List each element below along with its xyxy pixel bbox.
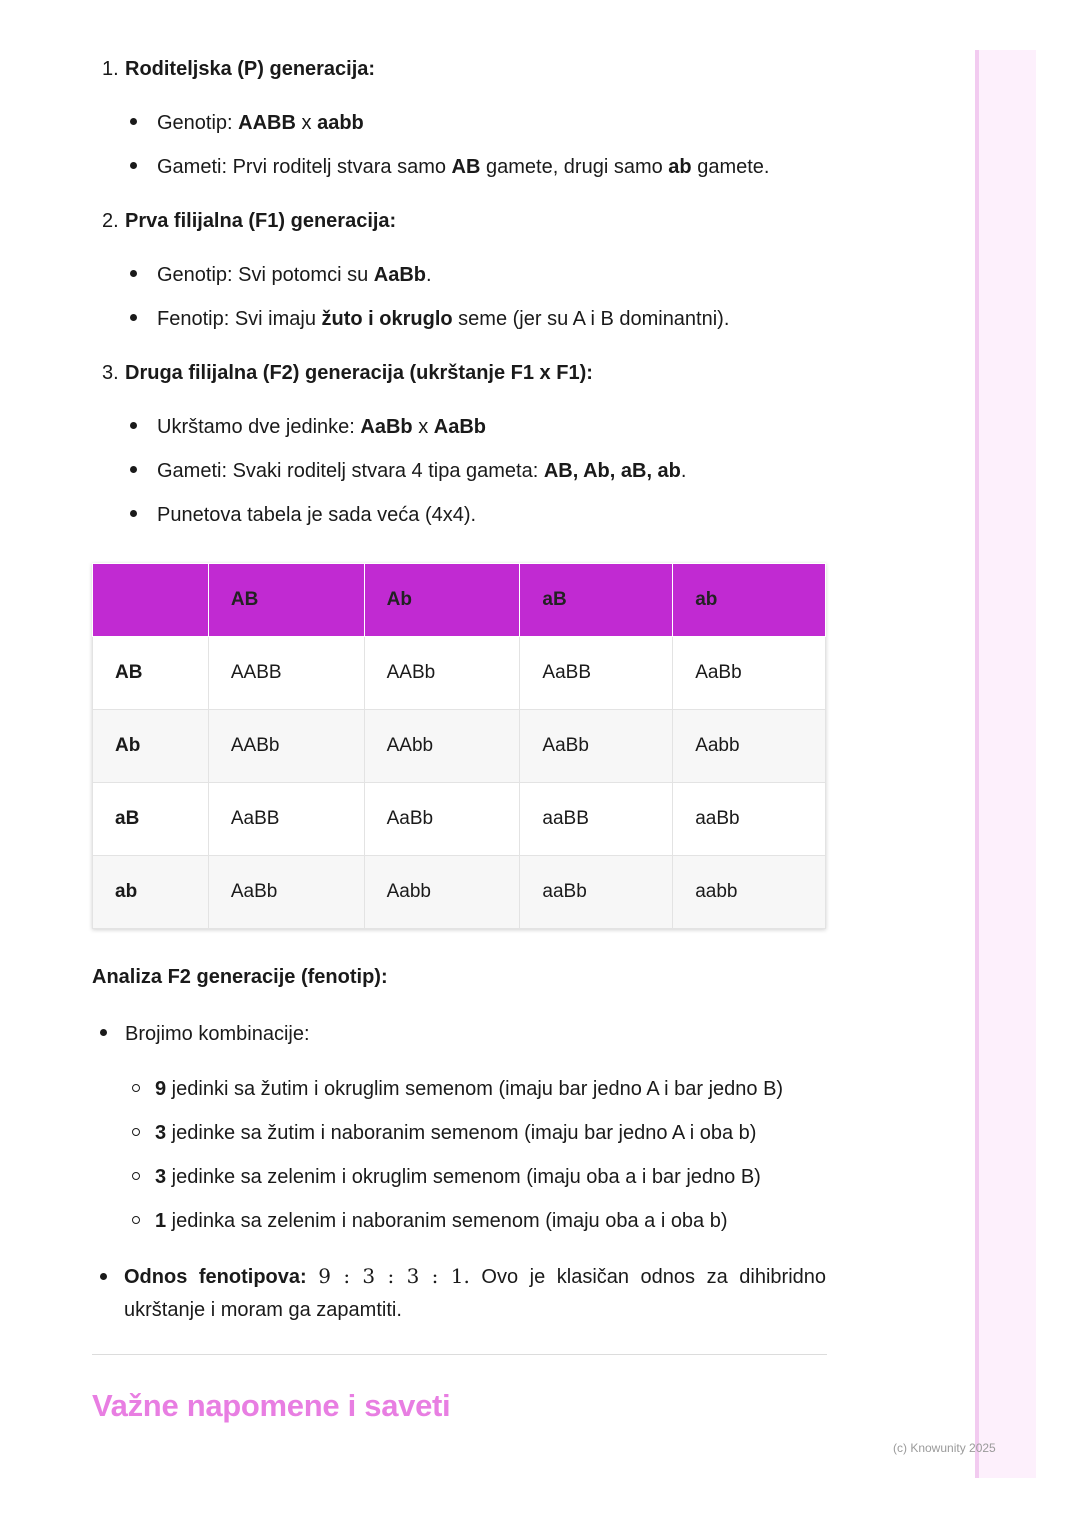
table-cell: aaBB xyxy=(520,783,673,856)
text-run: seme (jer su A i B dominantni). xyxy=(452,308,730,330)
row-header-cell: Ab xyxy=(93,710,209,783)
table-cell: AaBb xyxy=(208,856,364,929)
item-text: jedinka sa zelenim i naboranim semenom (imaju oba a i oba b) xyxy=(166,1210,728,1232)
table-row xyxy=(93,856,826,929)
table-cell: AABb xyxy=(364,637,520,710)
bullet-text xyxy=(157,504,476,526)
bullet-text: Brojimo kombinacije: xyxy=(125,1023,310,1045)
bullet-text xyxy=(157,308,729,330)
ratio-paragraph xyxy=(124,1260,826,1327)
count-value: 9 xyxy=(155,1078,167,1100)
bold-text: ab xyxy=(668,156,692,178)
item-text: jedinke sa žutim i naboranim semenom (imaju bar jedno A i oba b) xyxy=(166,1122,757,1144)
bold-text: žuto i okruglo xyxy=(321,308,453,330)
sub-list-item xyxy=(132,1075,783,1103)
page-sidebar-strip xyxy=(975,50,1036,1478)
row-header-cell: ab xyxy=(93,856,209,929)
ratio-text: Ovo je klasičan odnos za dihibridno ukrštanje i moram ga zapamtiti. xyxy=(124,1266,827,1321)
item-text: jedinki sa žutim i okruglim semenom (imaju bar jedno A i bar jedno B) xyxy=(166,1078,784,1100)
row-header-cell: AB xyxy=(93,637,209,710)
bullet-text xyxy=(157,156,769,178)
bullet-item xyxy=(130,457,686,485)
list-item-3 xyxy=(102,359,593,387)
circle-bullet-icon xyxy=(132,1084,140,1092)
text-run: . xyxy=(426,264,432,286)
text-run: . xyxy=(680,460,687,482)
ratio-value: 9 : 3 : 3 : 1. xyxy=(318,1264,470,1288)
bold-text: AB, Ab, aB, ab xyxy=(543,460,681,482)
text-run: Punetova tabela je sada veća (4x4). xyxy=(157,504,477,526)
table-header-row xyxy=(93,564,826,637)
analysis-heading: Analiza F2 generacije (fenotip): xyxy=(92,966,388,988)
bullet-dot-icon xyxy=(100,1029,107,1036)
bold-text: AaBb xyxy=(373,264,427,286)
table-cell: AAbb xyxy=(364,710,520,783)
bullet-dot-icon xyxy=(130,466,137,473)
table-cell: aaBb xyxy=(673,783,826,856)
table-header-cell: AB xyxy=(208,564,364,637)
table-cell: Aabb xyxy=(673,710,826,783)
row-header-cell: aB xyxy=(93,783,209,856)
bullet-dot-icon xyxy=(100,1273,107,1280)
table-row xyxy=(93,710,826,783)
table-cell: AaBb xyxy=(364,783,520,856)
text-run: Genotip: Svi potomci su xyxy=(157,264,374,286)
bullet-item xyxy=(130,501,476,529)
text-run: gamete. xyxy=(691,156,770,178)
table-header-cell: aB xyxy=(520,564,673,637)
table-row xyxy=(93,783,826,856)
bullet-item xyxy=(130,153,769,181)
bullet-dot-icon xyxy=(130,422,137,429)
count-value: 1 xyxy=(155,1210,167,1232)
bold-text: AABB xyxy=(238,112,296,134)
list-title: Druga filijalna (F2) generacija (ukrštanje F1 x F1): xyxy=(125,362,593,384)
text-run: x xyxy=(412,416,434,438)
divider xyxy=(92,1354,827,1355)
circle-bullet-icon xyxy=(132,1172,140,1180)
table-cell: AABb xyxy=(208,710,364,783)
count-value: 3 xyxy=(155,1122,167,1144)
sub-list-item xyxy=(132,1207,728,1235)
table-header-cell: Ab xyxy=(364,564,520,637)
bullet-dot-icon xyxy=(130,270,137,277)
table-header-cell xyxy=(93,564,209,637)
table-cell: aaBb xyxy=(520,856,673,929)
list-item-2 xyxy=(102,207,396,235)
list-number: 3. xyxy=(102,362,119,384)
bullet-text xyxy=(157,112,364,134)
text-run: Fenotip: Svi imaju xyxy=(157,308,322,330)
text-run: Gameti: Svaki roditelj stvara 4 tipa gameta: xyxy=(157,460,544,482)
bold-text: AB xyxy=(451,156,481,178)
bullet-item xyxy=(130,109,364,137)
ratio-label: Odnos fenotipova: xyxy=(124,1266,307,1288)
sub-list-item xyxy=(132,1119,756,1147)
punnett-table xyxy=(92,563,826,929)
circle-bullet-icon xyxy=(132,1128,140,1136)
count-value: 3 xyxy=(155,1166,167,1188)
bold-text: AaBb xyxy=(360,416,413,438)
circle-bullet-icon xyxy=(132,1216,140,1224)
bold-text: aabb xyxy=(317,112,364,134)
list-title: Prva filijalna (F1) generacija: xyxy=(125,210,397,232)
bullet-text xyxy=(157,264,432,286)
ratio-bullet xyxy=(100,1260,826,1327)
table-cell: AaBb xyxy=(673,637,826,710)
bullet-dot-icon xyxy=(130,510,137,517)
table-cell: Aabb xyxy=(364,856,520,929)
list-item-1 xyxy=(102,55,375,83)
bullet-text xyxy=(157,460,686,482)
table-cell: AaBb xyxy=(520,710,673,783)
text-run: Ukrštamo dve jedinke: xyxy=(157,416,361,438)
text-run: x xyxy=(295,112,318,134)
text-run: Genotip: xyxy=(157,112,239,134)
bullet-item xyxy=(130,261,432,289)
bullet-item xyxy=(130,413,486,441)
item-text: jedinke sa zelenim i okruglim semenom (imaju oba a i bar jedno B) xyxy=(166,1166,761,1188)
bullet-dot-icon xyxy=(130,162,137,169)
bullet-item xyxy=(130,305,729,333)
bullet-text xyxy=(157,416,486,438)
table-row xyxy=(93,637,826,710)
sub-list-item xyxy=(132,1163,761,1191)
table-cell: AaBB xyxy=(520,637,673,710)
list-number: 2. xyxy=(102,210,119,232)
text-run: gamete, drugi samo xyxy=(480,156,669,178)
table-cell: AABB xyxy=(208,637,364,710)
table-header-cell: ab xyxy=(673,564,826,637)
bold-text: AaBb xyxy=(433,416,487,438)
list-title: Roditeljska (P) generacija: xyxy=(125,58,376,80)
list-number: 1. xyxy=(102,58,119,80)
text-run: Gameti: Prvi roditelj stvara samo xyxy=(157,156,452,178)
section-heading: Važne napomene i saveti xyxy=(92,1388,451,1423)
bullet-dot-icon xyxy=(130,314,137,321)
bullet-dot-icon xyxy=(130,118,137,125)
table-cell: AaBB xyxy=(208,783,364,856)
watermark: (c) Knowunity 2025 xyxy=(893,1441,996,1455)
bullet-item xyxy=(100,1020,310,1048)
table-cell: aabb xyxy=(673,856,826,929)
